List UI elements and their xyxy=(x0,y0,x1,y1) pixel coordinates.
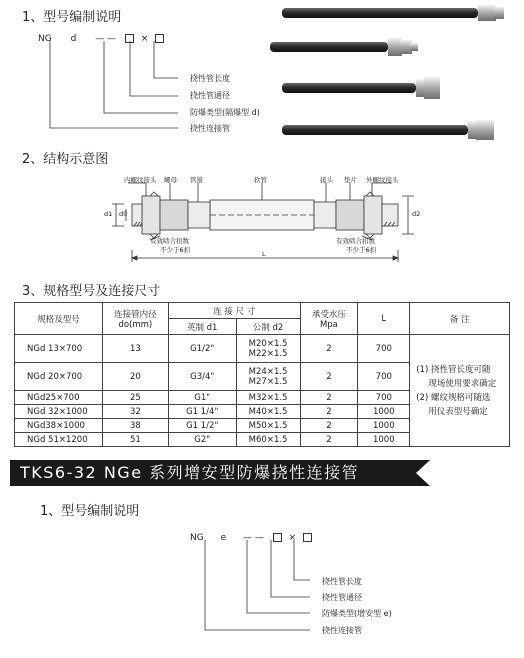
table-row: NGd 51×1200 51 G2" M60×1.5 2 1000 xyxy=(15,433,510,447)
code-box-length xyxy=(303,533,312,542)
code-dash: — — xyxy=(243,533,264,543)
code-times: × xyxy=(140,34,149,44)
code-ng: NG xyxy=(38,34,52,44)
th-remark: 备 注 xyxy=(410,303,510,335)
section1-heading: 1、型号编制说明 xyxy=(22,10,122,25)
section4-heading: 1、型号编制说明 xyxy=(40,504,140,519)
table-row: NGd25×700 25 G1" M32×1.5 2 700 xyxy=(15,391,510,405)
callout-gasket: 垫片 xyxy=(344,176,357,184)
code-box-bore xyxy=(273,533,282,542)
label-explosion-type: 防爆类型(隔爆型 d) xyxy=(190,108,260,117)
code-times: × xyxy=(288,533,297,543)
label-hose-length: 挠性管长度 xyxy=(190,74,230,83)
th-thread-metric: 公制 d2 xyxy=(236,319,300,335)
label-hose-bore: 挠性管通径 xyxy=(190,91,230,100)
note-right-engagement: 有效啮合扣数 xyxy=(336,237,375,245)
label-hose-bore: 挠性管通径 xyxy=(322,593,362,602)
label-explosion-type: 防爆类型(增安型 e) xyxy=(322,609,392,618)
callout-female-thread: 内螺纹接头 xyxy=(124,176,157,184)
note-right-min: 不少于6扣 xyxy=(346,246,377,254)
dim-d2: d2 xyxy=(412,210,421,218)
model-code-e xyxy=(190,533,312,543)
note-left-min: 不少于6扣 xyxy=(160,246,191,254)
callout-nut: 螺母 xyxy=(164,176,177,184)
th-pressure: 承受水压 Mpa xyxy=(300,303,358,335)
th-model: 规格及型号 xyxy=(15,303,103,335)
table-row: NGd 32×1000 32 G1 1/4" M40×1.5 2 1000 xyxy=(15,405,510,419)
code-ng: NG xyxy=(190,533,204,543)
series-banner: TKS6-32 NGe 系列增安型防爆挠性连接管 xyxy=(10,460,416,486)
th-length: L xyxy=(358,303,410,335)
section3-heading: 3、规格型号及连接尺寸 xyxy=(22,284,161,299)
callout-joint: 接头 xyxy=(320,176,333,184)
remark-notes: (1) 挠性管长度可随 现场使用要求确定 (2) 螺纹规格可随选 用仪表型号确定 xyxy=(410,335,510,447)
dim-l: L xyxy=(262,250,266,258)
spec-table xyxy=(14,302,510,447)
callout-hose: 软管 xyxy=(254,176,267,184)
th-thread: 连 接 尺 寸 xyxy=(168,303,300,319)
dim-d0: d0 xyxy=(119,210,128,218)
label-hose-length: 挠性管长度 xyxy=(322,577,362,586)
th-bore: 连接管内径 do(mm) xyxy=(102,303,168,335)
code-dash: — — xyxy=(95,34,117,44)
th-thread-uk: 英制 d1 xyxy=(168,319,236,335)
code-type-letter: d xyxy=(70,34,77,44)
label-flex-connector: 挠性连接管 xyxy=(322,626,362,635)
code-type-letter: e xyxy=(220,533,227,543)
dim-d1: d1 xyxy=(104,210,113,218)
callout-male-thread: 外螺纹接头 xyxy=(366,176,399,184)
section2-heading: 2、结构示意图 xyxy=(22,152,109,167)
table-row: NGd38×1000 38 G1 1/2" M50×1.5 2 1000 xyxy=(15,419,510,433)
label-flex-connector: 挠性连接管 xyxy=(190,124,230,133)
table-row: NGd 20×700 20 G3/4" M24×1.5 M27×1.5 2 700 xyxy=(15,363,510,391)
callout-ferrule: 管箍 xyxy=(190,176,203,184)
note-left-engagement: 有效啮合扣数 xyxy=(150,237,189,245)
table-row: NGd 13×700 13 G1/2" M20×1.5 M22×1.5 2 700 (1) 挠性管长度可随 现场使用要求确定 (2) 螺纹规格可随选 用仪表型号确定 xyxy=(15,335,510,363)
